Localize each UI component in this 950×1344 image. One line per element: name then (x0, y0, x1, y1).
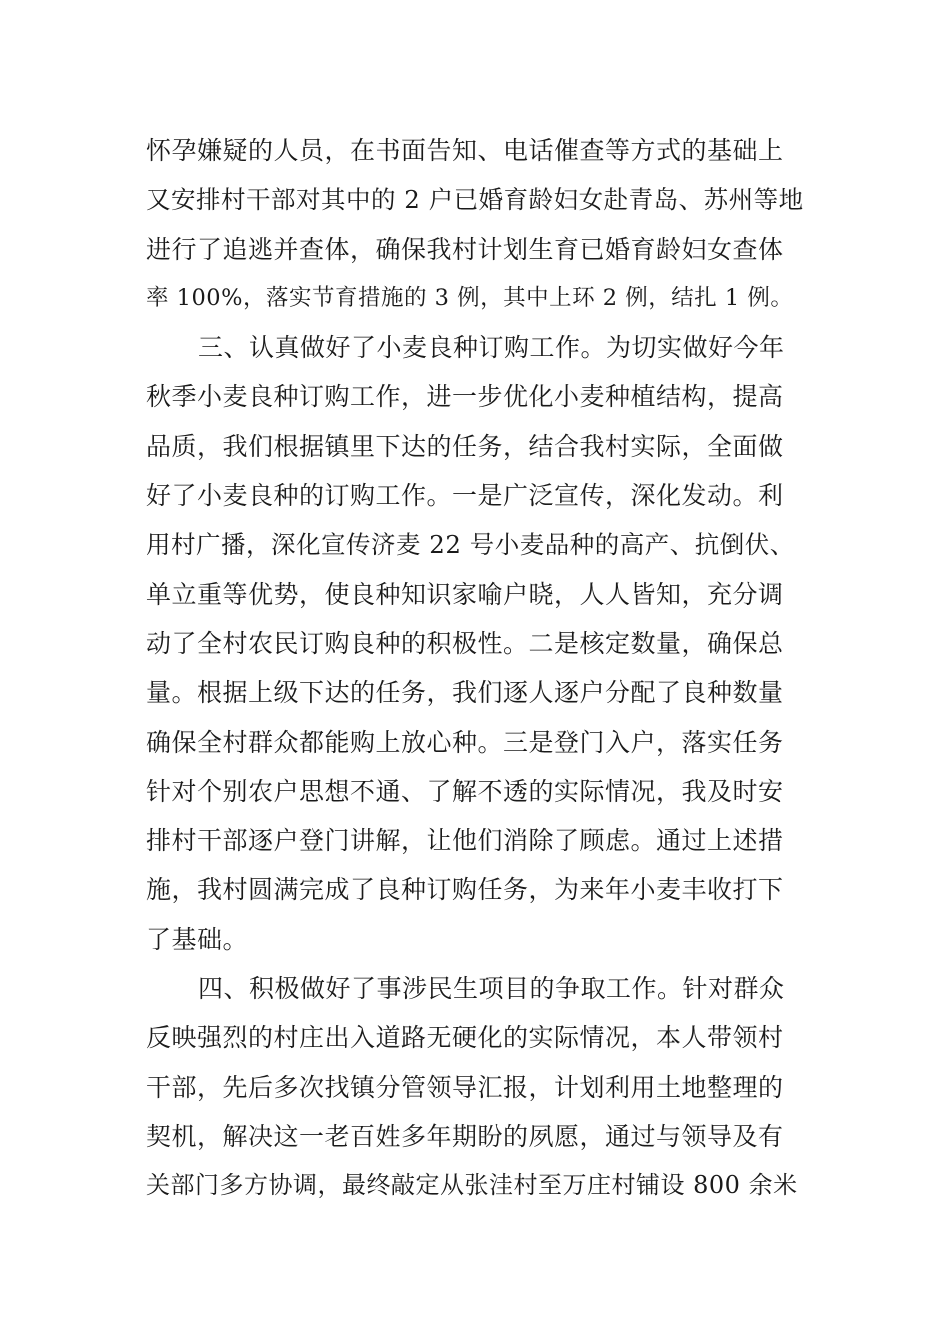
text-line: 了基础。 (146, 924, 249, 954)
body-text (146, 126, 806, 1211)
paragraph-start-line: 三、认真做好了小麦良种订购工作。为切实做好今年 (198, 333, 785, 363)
text-line: 率 100%，落实节育措施的 3 例，其中上环 2 例，结扎 1 例。 (146, 284, 794, 311)
text-line: 关部门多方协调，最终敲定从张洼村至万庄村铺设 800 余米 (146, 1171, 798, 1200)
text-line: 反映强烈的村庄出入道路无硬化的实际情况，本人带领村 (146, 1023, 784, 1053)
text-line: 量。根据上级下达的任务，我们逐人逐户分配了良种数量 (146, 678, 784, 708)
paragraph-start-line: 四、积极做好了事涉民生项目的争取工作。针对群众 (198, 974, 785, 1004)
text-line: 施，我村圆满完成了良种订购任务，为来年小麦丰收打下 (146, 875, 784, 905)
text-line: 排村干部逐户登门讲解，让他们消除了顾虑。通过上述措 (146, 826, 784, 856)
text-line: 进行了追逃并查体，确保我村计划生育已婚育龄妇女查体 (146, 234, 784, 264)
text-line: 品质，我们根据镇里下达的任务，结合我村实际，全面做 (146, 431, 784, 461)
text-line: 用村广播，深化宣传济麦 22 号小麦品种的高产、抗倒伏、 (146, 530, 795, 560)
text-line: 秋季小麦良种订购工作，进一步优化小麦种植结构，提高 (146, 382, 784, 412)
text-line: 动了全村农民订购良种的积极性。二是核定数量，确保总 (146, 628, 784, 658)
text-line: 单立重等优势，使良种知识家喻户晓，人人皆知，充分调 (146, 579, 784, 609)
text-line: 怀孕嫌疑的人员，在书面告知、电话催查等方式的基础上 (146, 136, 784, 165)
text-line: 确保全村群众都能购上放心种。三是登门入户，落实任务 (146, 727, 784, 757)
text-line: 契机，解决这一老百姓多年期盼的夙愿，通过与领导及有 (146, 1121, 784, 1151)
text-line: 又安排村干部对其中的 2 户已婚育龄妇女赴青岛、苏州等地 (146, 185, 804, 215)
text-line: 好了小麦良种的订购工作。一是广泛宣传，深化发动。利 (146, 481, 784, 511)
text-line: 针对个别农户思想不通、了解不透的实际情况，我及时安 (146, 776, 784, 806)
text-line: 干部，先后多次找镇分管领导汇报，计划利用土地整理的 (146, 1072, 784, 1102)
